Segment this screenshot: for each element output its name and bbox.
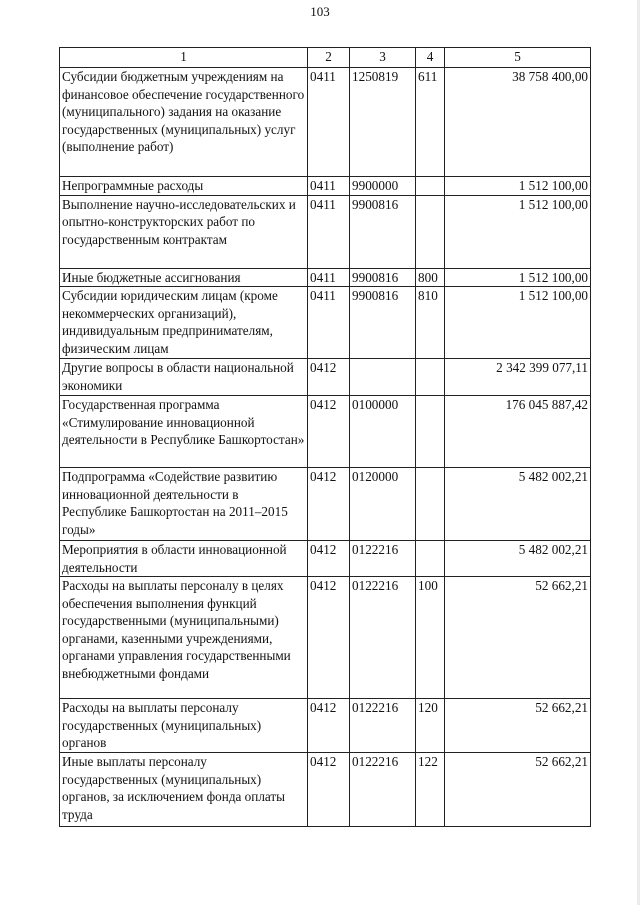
row-section: 0412	[308, 396, 350, 468]
table-row	[60, 468, 591, 541]
row-name: Подпрограмма «Содействие развитию инновационной деятельности в Республике Башкортостан на 2011–2015 годы»	[60, 468, 308, 541]
row-target: 0100000	[350, 396, 416, 468]
table-row	[60, 541, 591, 577]
table-header-row	[60, 48, 591, 68]
row-type: 800	[416, 268, 445, 287]
row-sum: 1 512 100,00	[445, 287, 591, 359]
row-target: 1250819	[350, 68, 416, 177]
budget-table	[59, 47, 591, 827]
row-sum: 52 662,21	[445, 699, 591, 753]
row-sum: 5 482 002,21	[445, 468, 591, 541]
row-section: 0411	[308, 68, 350, 177]
table-row	[60, 753, 591, 827]
row-sum: 1 512 100,00	[445, 195, 591, 268]
row-name: Субсидии юридическим лицам (кроме некоммерческих организаций), индивидуальным предпринимателям, физическим лицам	[60, 287, 308, 359]
row-sum: 1 512 100,00	[445, 177, 591, 196]
row-type	[416, 396, 445, 468]
row-type: 810	[416, 287, 445, 359]
row-section: 0411	[308, 268, 350, 287]
row-sum: 2 342 399 077,11	[445, 359, 591, 396]
row-target: 0122216	[350, 541, 416, 577]
row-type	[416, 195, 445, 268]
row-target: 9900000	[350, 177, 416, 196]
row-name: Государственная программа «Стимулирование инновационной деятельности в Республике Башкортостан»	[60, 396, 308, 468]
header-col-4: 4	[416, 48, 445, 68]
row-sum: 5 482 002,21	[445, 541, 591, 577]
row-name: Расходы на выплаты персоналу в целях обеспечения выполнения функций государственными (муниципальными) органами, казенными учреждениями, органами управления государственными внебюджетными фондами	[60, 577, 308, 699]
row-section: 0412	[308, 359, 350, 396]
row-name: Непрограммные расходы	[60, 177, 308, 196]
row-section: 0412	[308, 468, 350, 541]
table-row	[60, 699, 591, 753]
row-type: 611	[416, 68, 445, 177]
row-section: 0412	[308, 541, 350, 577]
row-section: 0412	[308, 753, 350, 827]
row-section: 0411	[308, 287, 350, 359]
header-col-3: 3	[350, 48, 416, 68]
row-target: 0122216	[350, 753, 416, 827]
row-target: 9900816	[350, 195, 416, 268]
row-type	[416, 468, 445, 541]
row-sum: 1 512 100,00	[445, 268, 591, 287]
row-section: 0412	[308, 577, 350, 699]
row-name: Мероприятия в области инновационной деятельности	[60, 541, 308, 577]
row-type: 122	[416, 753, 445, 827]
row-target: 0120000	[350, 468, 416, 541]
header-col-2: 2	[308, 48, 350, 68]
row-target	[350, 359, 416, 396]
row-sum: 52 662,21	[445, 753, 591, 827]
header-col-1: 1	[60, 48, 308, 68]
row-section: 0412	[308, 699, 350, 753]
row-target: 9900816	[350, 268, 416, 287]
table-row	[60, 68, 591, 177]
table-row	[60, 195, 591, 268]
table-row	[60, 268, 591, 287]
row-sum: 38 758 400,00	[445, 68, 591, 177]
row-target: 0122216	[350, 699, 416, 753]
row-type	[416, 359, 445, 396]
row-type: 120	[416, 699, 445, 753]
row-sum: 52 662,21	[445, 577, 591, 699]
row-type	[416, 541, 445, 577]
row-target: 0122216	[350, 577, 416, 699]
row-sum: 176 045 887,42	[445, 396, 591, 468]
row-name: Другие вопросы в области национальной экономики	[60, 359, 308, 396]
table-row	[60, 359, 591, 396]
table-row	[60, 577, 591, 699]
row-name: Расходы на выплаты персоналу государственных (муниципальных) органов	[60, 699, 308, 753]
table-row	[60, 177, 591, 196]
header-col-5: 5	[445, 48, 591, 68]
row-target: 9900816	[350, 287, 416, 359]
row-name: Иные выплаты персоналу государственных (муниципальных) органов, за исключением фонда оплаты труда	[60, 753, 308, 827]
row-section: 0411	[308, 195, 350, 268]
row-type	[416, 177, 445, 196]
row-name: Выполнение научно-исследовательских и опытно-конструкторских работ по государственным контрактам	[60, 195, 308, 268]
row-type: 100	[416, 577, 445, 699]
row-section: 0411	[308, 177, 350, 196]
table-row	[60, 396, 591, 468]
row-name: Иные бюджетные ассигнования	[60, 268, 308, 287]
page-number: 103	[310, 4, 330, 19]
table-row	[60, 287, 591, 359]
row-name: Субсидии бюджетным учреждениям на финансовое обеспечение государственного (муниципального) задания на оказание государственных (муниципальных) услуг (выполнение работ)	[60, 68, 308, 177]
